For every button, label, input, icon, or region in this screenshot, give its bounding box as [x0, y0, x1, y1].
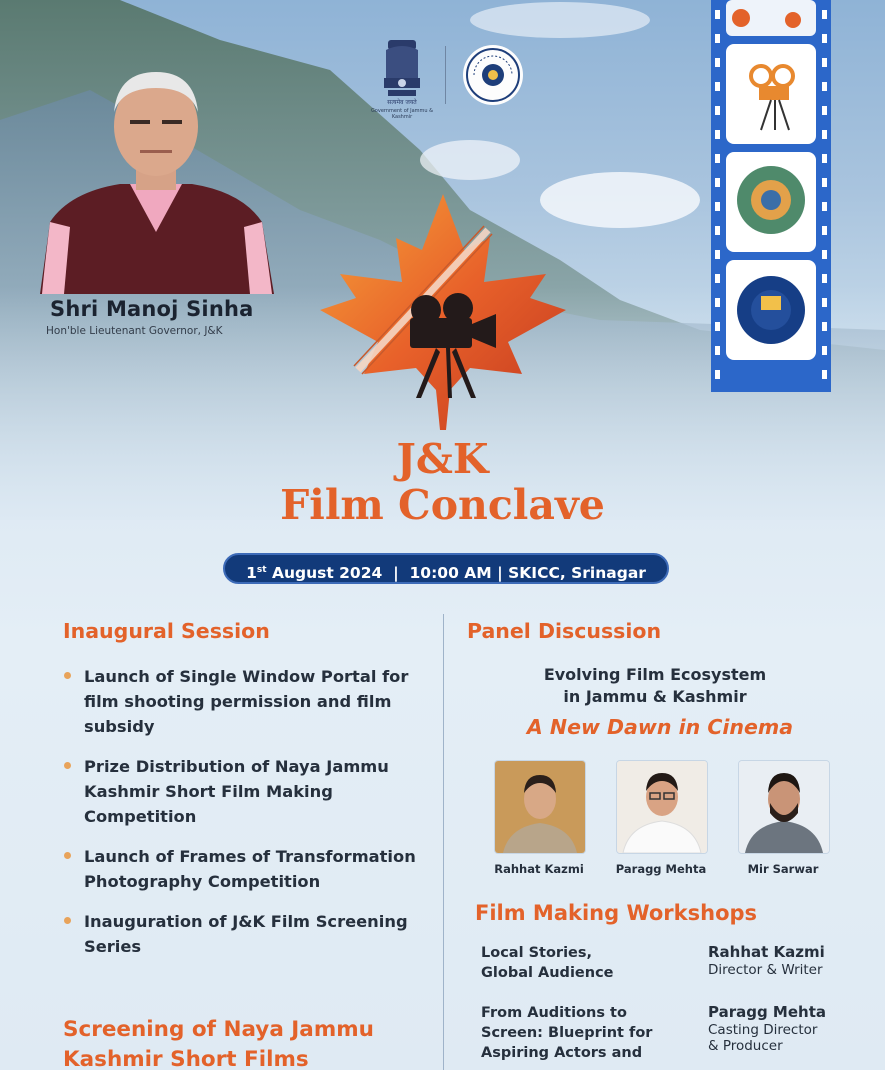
column-divider [443, 614, 444, 1070]
workshops-heading: Film Making Workshops [475, 901, 758, 925]
panelist-name: Mir Sarwar [747, 862, 819, 876]
department-seal-logo [462, 44, 524, 106]
logo-divider [445, 46, 446, 104]
governor-name: Shri Manoj Sinha [50, 297, 254, 321]
workshop-topic-line: Screen: Blueprint for [481, 1025, 653, 1041]
panelist-name: Paragg Mehta [615, 862, 707, 876]
panelist-photo-rahhat-kazmi [494, 760, 586, 854]
workshop-topic [481, 1003, 681, 1063]
svg-text:सत्यमेव जयते: सत्यमेव जयते [387, 99, 417, 106]
screening-heading-line2: Kashmir Short Films [63, 1047, 309, 1070]
workshop-speaker-role: Director & Writer [708, 962, 823, 978]
maple-leaf-camera-logo [318, 190, 568, 430]
event-title-line1: J&K [396, 435, 489, 483]
panel-subtitle-line2: in Jammu & Kashmir [563, 687, 747, 706]
governor-photo [30, 62, 282, 294]
inaugural-session-list [62, 664, 432, 974]
workshop-speaker [708, 1003, 878, 1054]
inaugural-item: Inauguration of J&K Film Screening Series [62, 909, 432, 959]
workshop-speaker-name: Paragg Mehta [708, 1003, 827, 1021]
workshop-topic-line: Aspiring Actors and [481, 1045, 643, 1061]
workshop-speaker-role: & Producer [708, 1038, 783, 1054]
governor-title: Hon'ble Lieutenant Governor, J&K [46, 325, 223, 337]
screening-heading-line1: Screening of Naya Jammu [63, 1017, 374, 1042]
workshop-topic [481, 943, 681, 983]
emblem-caption: Government of Jammu & Kashmir [370, 108, 434, 120]
panel-subtitle [470, 664, 840, 708]
workshop-speaker [708, 943, 878, 978]
panelist-photo-paragg-mehta [616, 760, 708, 854]
panel-discussion-heading: Panel Discussion [467, 619, 662, 643]
inaugural-item: Prize Distribution of Naya Jammu Kashmir Short Film Making Competition [62, 754, 432, 829]
event-title [0, 437, 885, 529]
workshop-topic-line: From Auditions to [481, 1005, 627, 1021]
date-venue-text: August 2024 | 10:00 AM | SKICC, Srinagar [266, 564, 646, 583]
national-emblem-logo [370, 36, 434, 122]
inaugural-item: Launch of Frames of Transformation Photography Competition [62, 844, 432, 894]
panel-tagline: A New Dawn in Cinema [526, 715, 794, 739]
panelist-photo-mir-sarwar [738, 760, 830, 854]
workshop-speaker-role: Casting Director [708, 1022, 818, 1038]
date-suffix: st [256, 565, 267, 575]
event-date-venue-banner [223, 553, 669, 584]
screening-heading [63, 1015, 438, 1070]
workshop-speaker-name: Rahhat Kazmi [708, 943, 825, 961]
date-day: 1 [246, 564, 257, 583]
workshop-topic-line: Global Audience [481, 965, 614, 981]
panelist-name: Rahhat Kazmi [494, 862, 584, 876]
workshop-topic-line: Local Stories, [481, 945, 593, 961]
inaugural-session-heading: Inaugural Session [63, 619, 270, 643]
panel-subtitle-line1: Evolving Film Ecosystem [543, 665, 767, 684]
event-title-line2: Film Conclave [280, 481, 605, 529]
inaugural-item: Launch of Single Window Portal for film shooting permission and film subsidy [62, 664, 432, 739]
film-strip-graphic [711, 0, 831, 392]
